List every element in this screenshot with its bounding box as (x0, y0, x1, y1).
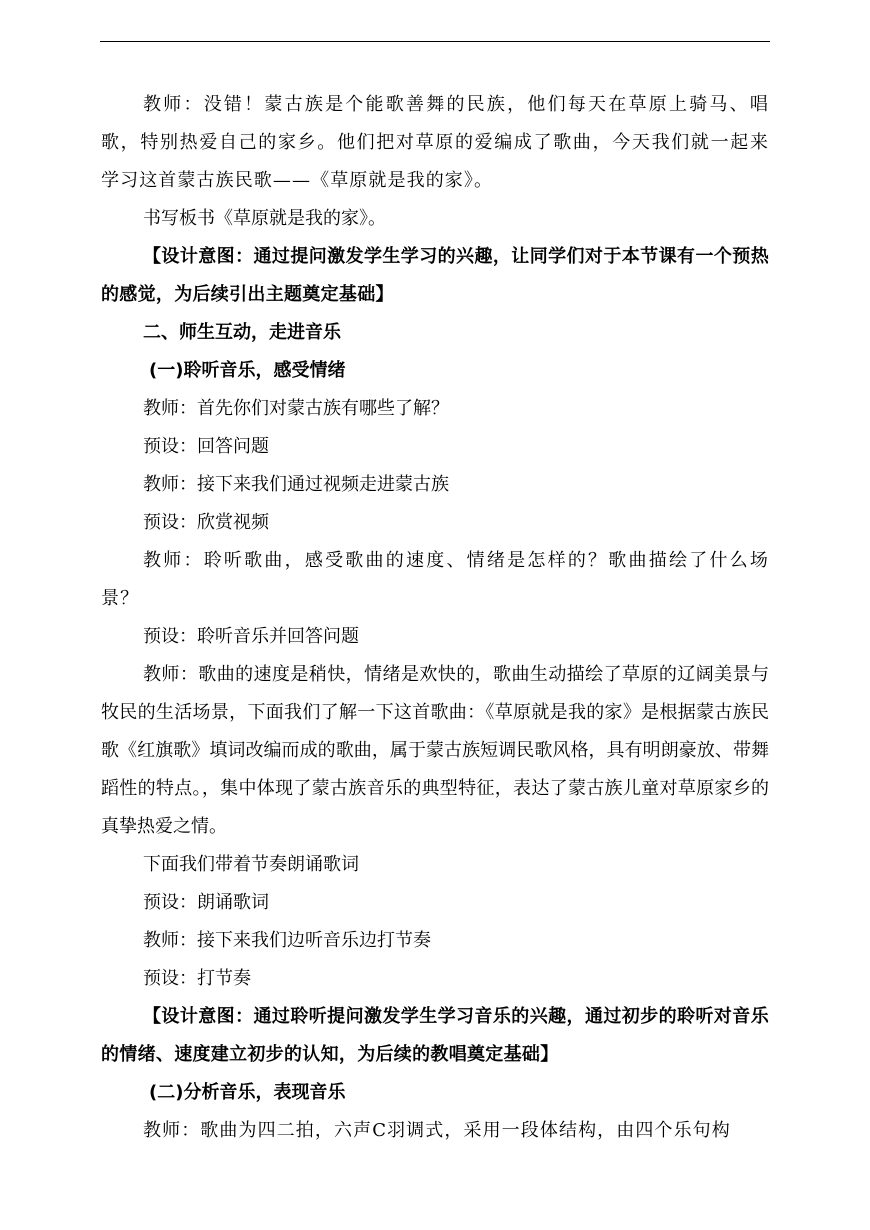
paragraph-teacher-question: 教师：首先你们对蒙古族有哪些了解？ (143, 398, 449, 419)
paragraph-teacher-video: 教师：接下来我们通过视频走进蒙古族 (143, 474, 449, 495)
paragraph-teacher-song-analysis: 教师：歌曲的速度是稍快，情绪是欢快的，歌曲生动描绘了草原的辽阔美景与牧民的生活场景，下面我们了解一下这首歌曲：《草原就是我的家》是根据蒙古族民歌《红旗歌》填词改编而成的歌曲，属于蒙古族短调民歌风格，具有明朗豪放、带舞蹈性的特点。，集中体现了蒙古族音乐的典型特征，表达了蒙古族儿童对草原家乡的真挚热爱之情。 (101, 664, 769, 837)
design-intent-2: 【设计意图：通过聆听提问激发学生学习音乐的兴趣，通过初步的聆听对音乐的情绪、速度建立初步的认知，为后续的教唱奠定基础】 (101, 1006, 769, 1065)
paragraph-preset-answer: 预设：回答问题 (143, 436, 269, 457)
paragraph-preset-rhythm: 预设：打节奏 (143, 968, 251, 989)
subsection-heading-1: (一)聆听音乐，感受情绪 (149, 360, 346, 381)
design-intent-1: 【设计意图：通过提问激发学生学习的兴趣，让同学们对于本节课有一个预热的感觉，为后续引出主题奠定基础】 (101, 246, 769, 305)
paragraph-teacher-rhythm: 教师：接下来我们边听音乐边打节奏 (143, 930, 431, 951)
paragraph-preset-listen: 预设：聆听音乐并回答问题 (143, 626, 359, 647)
paragraph-recite-lyrics: 下面我们带着节奏朗诵歌词 (143, 854, 359, 875)
subsection-heading-2: (二)分析音乐，表现音乐 (149, 1082, 346, 1103)
paragraph-preset-recite: 预设：朗诵歌词 (143, 892, 269, 913)
paragraph-blackboard: 书写板书《草原就是我的家》。 (143, 208, 386, 229)
paragraph-teacher-structure: 教师：歌曲为四二拍，六声C羽调式，采用一段体结构，由四个乐句构 (143, 1120, 731, 1141)
document-body (101, 86, 769, 1150)
paragraph-preset-video: 预设：欣赏视频 (143, 512, 269, 533)
paragraph-teacher-listen: 教师：聆听歌曲，感受歌曲的速度、情绪是怎样的？歌曲描绘了什么场景？ (101, 550, 769, 609)
section-heading-2: 二、师生互动，走进音乐 (143, 322, 341, 343)
header-rule (100, 41, 770, 42)
paragraph-teacher-intro: 教师：没错！蒙古族是个能歌善舞的民族，他们每天在草原上骑马、唱歌，特别热爱自己的家乡。他们把对草原的爱编成了歌曲，今天我们就一起来学习这首蒙古族民歌——《草原就是我的家》。 (101, 94, 769, 191)
